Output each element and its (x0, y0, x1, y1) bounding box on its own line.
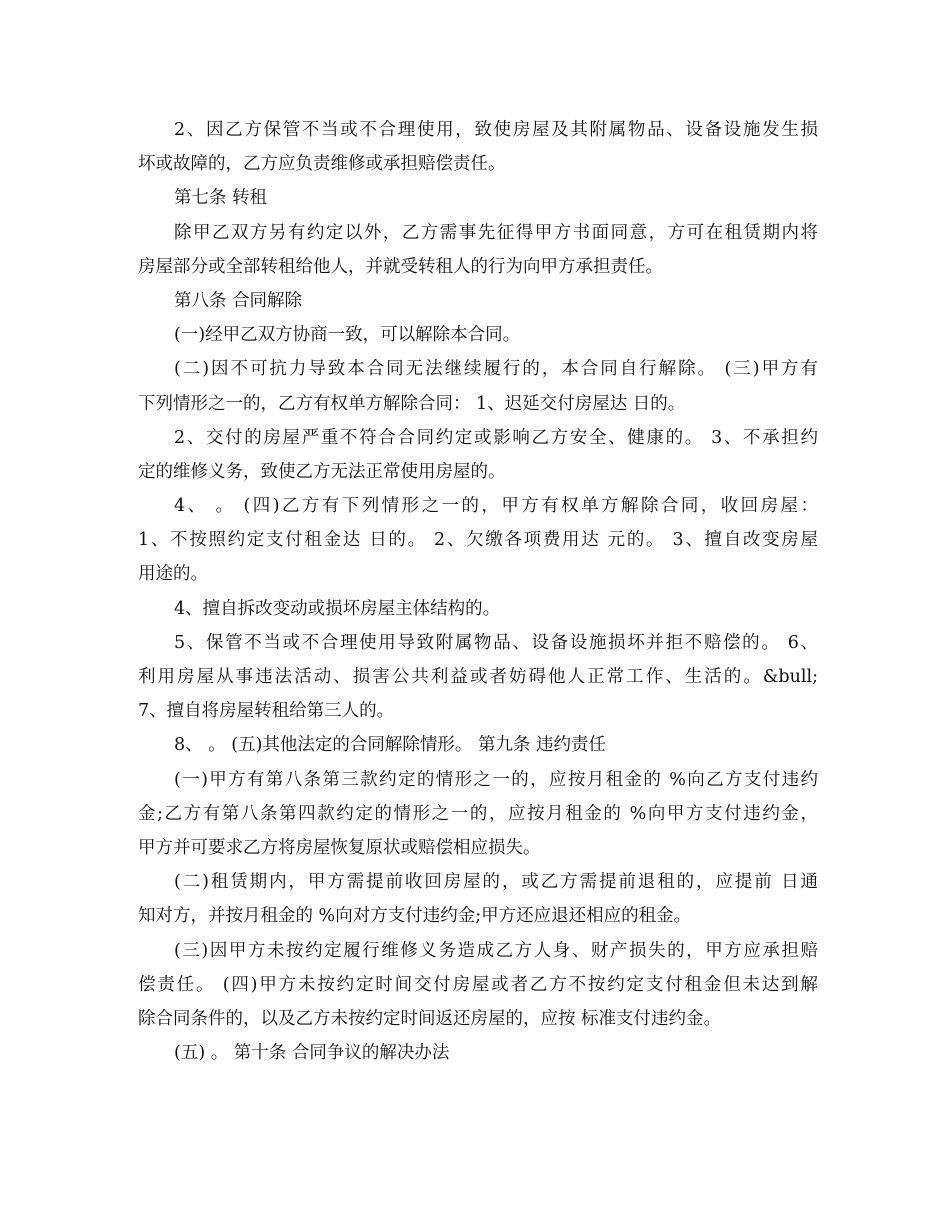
text-line: 定的维修义务，致使乙方无法正常使用房屋的。 (138, 461, 506, 482)
text-line: 第七条 转租 (174, 188, 268, 209)
text-line: 5、保管不当或不合理使用导致附属物品、设备设施损坏并拒不赔偿的。 6、 (174, 632, 818, 653)
text-line: 第八条 合同解除 (174, 290, 303, 311)
text-line: 2、交付的房屋严重不符合合同约定或影响乙方安全、健康的。 3、不承担约 (174, 427, 818, 448)
text-line: 7、擅自将房屋转租给第三人的。 (138, 701, 395, 722)
text-line: 2、因乙方保管不当或不合理使用，致使房屋及其附属物品、设备设施发生损 (174, 120, 818, 140)
text-line: 坏或故障的，乙方应负责维修或承担赔偿责任。 (138, 154, 506, 175)
text-line: (二)因不可抗力导致本合同无法继续履行的，本合同自行解除。 (三)甲方有 (174, 359, 818, 380)
text-line: (一)甲方有第八条第三款约定的情形之一的，应按月租金的 %向乙方支付违约 (174, 769, 818, 790)
text-line: (五) 。 第十条 合同争议的解决办法 (174, 1043, 450, 1064)
text-line: 甲方并可要求乙方将房屋恢复原状或赔偿相应损失。 (138, 837, 541, 858)
text-line: 下列情形之一的，乙方有权单方解除合同： 1、迟延交付房屋达 日的。 (138, 393, 686, 414)
text-line: 除甲乙双方另有约定以外，乙方需事先征得甲方书面同意，方可在租赁期内将 (174, 222, 818, 243)
text-line: 知对方，并按月租金的 %向对方支付违约金;甲方还应退还相应的租金。 (138, 906, 692, 927)
text-line: 利用房屋从事违法活动、损害公共利益或者妨碍他人正常工作、生活的。&bull; (138, 667, 818, 687)
text-line: 4、擅自拆改变动或损坏房屋主体结构的。 (174, 598, 501, 619)
text-line: 8、 。 (五)其他法定的合同解除情形。 第九条 违约责任 (174, 735, 607, 756)
text-line: 房屋部分或全部转租给他人，并就受转租人的行为向甲方承担责任。 (138, 256, 663, 277)
text-line: 用途的。 (138, 564, 208, 585)
text-line: 4、 。 (四)乙方有下列情形之一的，甲方有权单方解除合同，收回房屋： (174, 496, 818, 517)
text-line: 金;乙方有第八条第四款约定的情形之一的，应按月租金的 %向甲方支付违约金， (138, 803, 818, 824)
contract-page (138, 113, 818, 1070)
text-line: (一)经甲乙双方协商一致，可以解除本合同。 (174, 325, 521, 346)
text-line: 除合同条件的，以及乙方未按约定时间返还房屋的，应按 标准支付违约金。 (138, 1008, 722, 1029)
text-line: (三)因甲方未按约定履行维修义务造成乙方人身、财产损失的，甲方应承担赔 (174, 940, 818, 961)
text-line: (二)租赁期内，甲方需提前收回房屋的，或乙方需提前退租的，应提前 日通 (174, 872, 818, 893)
text-line: 1、不按照约定支付租金达 日的。 2、欠缴各项费用达 元的。 3、擅自改变房屋 (138, 530, 818, 551)
text-line: 偿责任。 (四)甲方未按约定时间交付房屋或者乙方不按约定支付租金但未达到解 (138, 974, 818, 995)
